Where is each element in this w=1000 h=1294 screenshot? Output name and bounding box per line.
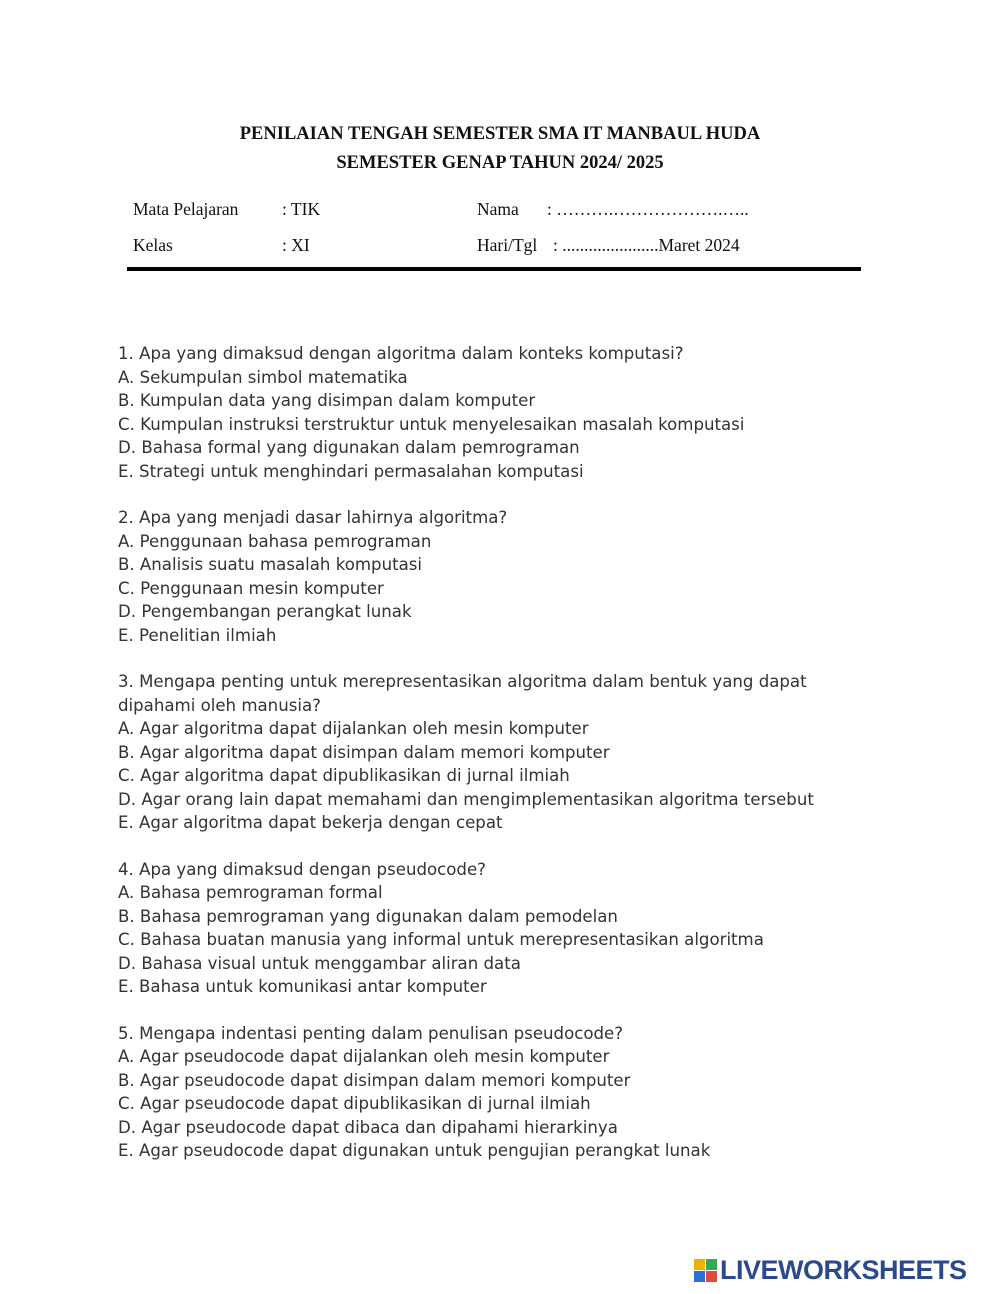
liveworksheets-logo-text: LIVEWORKSHEETS	[720, 1254, 967, 1285]
question-list	[118, 342, 858, 1186]
answer-option[interactable]: C. Agar pseudocode dapat dipublikasikan di jurnal ilmiah	[118, 1094, 591, 1113]
logo-mark-square	[706, 1259, 717, 1270]
answer-option[interactable]: C. Penggunaan mesin komputer	[118, 578, 384, 598]
date-label: Hari/Tgl	[477, 235, 538, 255]
exam-subtitle: SEMESTER GENAP TAHUN 2024/ 2025	[336, 153, 664, 173]
logo-mark-square	[694, 1271, 705, 1282]
liveworksheets-logo	[694, 1255, 967, 1285]
answer-option[interactable]: C. Agar algoritma dapat dipublikasikan di jurnal ilmiah	[118, 766, 570, 785]
answer-option[interactable]: C. Kumpulan instruksi terstruktur untuk menyelesaikan masalah komputasi	[118, 414, 745, 434]
answer-option[interactable]: D. Bahasa visual untuk menggambar aliran data	[118, 953, 521, 973]
answer-option[interactable]: B. Agar pseudocode dapat disimpan dalam memori komputer	[118, 1070, 631, 1090]
question-text: 5. Mengapa indentasi penting dalam penulisan pseudocode?	[118, 1023, 624, 1043]
subject-value: : TIK	[282, 199, 321, 219]
logo-mark-square	[706, 1271, 717, 1282]
answer-option[interactable]: E. Agar pseudocode dapat digunakan untuk pengujian perangkat lunak	[118, 1141, 711, 1160]
answer-option[interactable]: E. Penelitian ilmiah	[118, 625, 277, 645]
name-field[interactable]: : ……….……………….…..	[547, 199, 749, 219]
question-text: 3. Mengapa penting untuk merepresentasikan algoritma dalam bentuk yang dapat dipahami oleh manusia?	[118, 672, 807, 715]
answer-option[interactable]: B. Agar algoritma dapat disimpan dalam memori komputer	[118, 742, 610, 762]
class-value: : XI	[282, 235, 310, 255]
question-text: 4. Apa yang dimaksud dengan pseudocode?	[118, 859, 486, 879]
answer-option[interactable]: E. Strategi untuk menghindari permasalahan komputasi	[118, 461, 584, 481]
question-block	[118, 1022, 858, 1163]
answer-option[interactable]: A. Agar pseudocode dapat dijalankan oleh mesin komputer	[118, 1047, 610, 1066]
exam-title: PENILAIAN TENGAH SEMESTER SMA IT MANBAUL HUDA	[239, 124, 761, 144]
answer-option[interactable]: A. Sekumpulan simbol matematika	[118, 367, 408, 387]
header-divider	[127, 267, 861, 271]
question-block	[118, 342, 858, 483]
question-block	[118, 506, 858, 647]
answer-option[interactable]: A. Bahasa pemrograman formal	[118, 883, 383, 902]
subject-label: Mata Pelajaran	[133, 199, 239, 219]
question-block	[118, 670, 858, 835]
liveworksheets-logo-icon	[694, 1259, 717, 1282]
answer-option[interactable]: B. Bahasa pemrograman yang digunakan dalam pemodelan	[118, 906, 618, 926]
answer-option[interactable]: E. Bahasa untuk komunikasi antar komputer	[118, 977, 487, 996]
logo-mark-square	[694, 1259, 705, 1270]
answer-option[interactable]: D. Agar orang lain dapat memahami dan mengimplementasikan algoritma tersebut	[118, 789, 814, 809]
question-block	[118, 858, 858, 999]
answer-option[interactable]: E. Agar algoritma dapat bekerja dengan cepat	[118, 813, 503, 832]
date-field[interactable]: : ......................Maret 2024	[553, 235, 740, 255]
answer-option[interactable]: D. Agar pseudocode dapat dibaca dan dipahami hierarkinya	[118, 1117, 618, 1137]
question-text: 2. Apa yang menjadi dasar lahirnya algoritma?	[118, 508, 508, 527]
class-label: Kelas	[133, 235, 173, 255]
answer-option[interactable]: D. Pengembangan perangkat lunak	[118, 602, 412, 621]
answer-option[interactable]: D. Bahasa formal yang digunakan dalam pemrograman	[118, 438, 580, 457]
answer-option[interactable]: A. Agar algoritma dapat dijalankan oleh mesin komputer	[118, 719, 589, 738]
answer-option[interactable]: A. Penggunaan bahasa pemrograman	[118, 531, 432, 551]
answer-option[interactable]: C. Bahasa buatan manusia yang informal untuk merepresentasikan algoritma	[118, 930, 764, 949]
answer-option[interactable]: B. Kumpulan data yang disimpan dalam komputer	[118, 391, 536, 410]
question-text: 1. Apa yang dimaksud dengan algoritma dalam konteks komputasi?	[118, 344, 684, 363]
answer-option[interactable]: B. Analisis suatu masalah komputasi	[118, 555, 423, 574]
name-label: Nama	[477, 199, 519, 219]
